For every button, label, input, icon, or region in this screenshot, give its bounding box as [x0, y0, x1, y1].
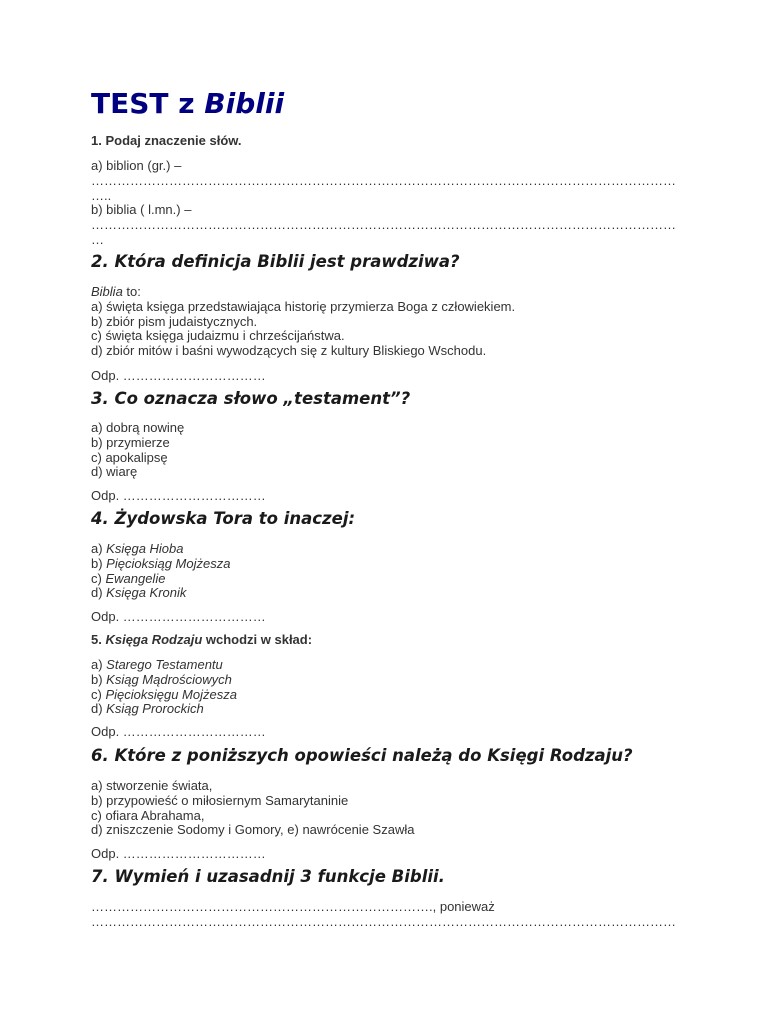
q6-option-b: b) przypowieść o miłosiernym Samarytaninie	[91, 792, 349, 808]
q6-answer-line	[91, 847, 676, 862]
question-5	[91, 633, 676, 648]
question-2	[91, 252, 676, 271]
q1-b-tail: …	[91, 231, 104, 247]
q3-answer: Odp. ……………………………	[91, 488, 266, 503]
question-5-options	[91, 658, 676, 717]
q4-option-a-text: Księga Hioba	[106, 541, 184, 556]
q4-option-b-prefix: b)	[91, 555, 107, 571]
q4-option-b-text: Pięcioksiąg Mojżesza	[106, 555, 231, 571]
q2-answer: Odp. ……………………………	[91, 368, 266, 383]
q5-option-a	[91, 658, 676, 673]
question-6-heading: 6. Które z poniższych opowieści należą do Księgi Rodzaju?	[91, 746, 633, 765]
q5-option-c	[91, 688, 676, 703]
q1-b-label: b) biblia ( l.mn.) –	[91, 202, 192, 218]
q2-intro-rest: to:	[122, 284, 141, 299]
document-title	[91, 86, 284, 122]
question-7-answer	[91, 900, 676, 930]
q5-answer: Odp. ……………………………	[91, 724, 266, 739]
q2-answer-line	[91, 369, 676, 384]
q2-option-a: a) święta księga przedstawiająca historię przymierza Boga z człowiekiem.	[91, 298, 516, 314]
q5-option-a-prefix: a)	[91, 657, 107, 672]
question-6-options	[91, 779, 676, 838]
question-6	[91, 746, 676, 765]
q5-option-b-text: Ksiąg Mądrościowych	[106, 671, 232, 687]
q4-option-d	[91, 586, 676, 601]
question-7	[91, 867, 676, 886]
q4-option-c-prefix: c)	[91, 570, 106, 586]
question-7-heading: 7. Wymień i uzasadnij 3 funkcje Biblii.	[91, 867, 445, 886]
q2-option-c: c) święta księga judaizmu i chrześcijaństwa.	[91, 328, 345, 344]
q4-option-d-prefix: d)	[91, 585, 107, 601]
q4-option-c-text: Ewangelie	[105, 570, 166, 586]
q1-a-label: a) biblion (gr.) –	[91, 158, 182, 173]
q7-line-1: ……………………………………………………………………., ponieważ	[91, 899, 495, 914]
q4-option-b	[91, 557, 676, 572]
q1-b-dots: ………………………………………………………………………………………………………………………	[91, 218, 676, 233]
q5-option-c-prefix: c)	[91, 686, 106, 702]
question-3-options	[91, 421, 676, 480]
title-italic: Biblii	[204, 87, 285, 120]
q3-answer-line	[91, 489, 676, 504]
q2-intro	[91, 285, 676, 300]
q5-option-c-text: Pięcioksięgu Mojżesza	[105, 686, 237, 702]
question-2-options	[91, 285, 676, 359]
q5-option-b	[91, 673, 676, 688]
q3-option-d: d) wiarę	[91, 464, 138, 480]
question-1-answers	[91, 159, 676, 248]
q4-answer-line	[91, 610, 676, 625]
q5-heading-italic: Księga Rodzaju	[105, 632, 203, 647]
q3-option-b: b) przymierze	[91, 434, 170, 450]
q5-option-b-prefix: b)	[91, 671, 107, 687]
q6-answer: Odp. ……………………………	[91, 846, 266, 861]
q6-option-c: c) ofiara Abrahama,	[91, 807, 205, 823]
title-main: TEST z	[91, 87, 195, 120]
question-4-heading: 4. Żydowska Tora to inaczej:	[91, 509, 356, 528]
q4-answer: Odp. ……………………………	[91, 609, 266, 624]
q5-answer-line	[91, 725, 676, 740]
q5-option-d-text: Ksiąg Prorockich	[106, 701, 204, 717]
question-1-heading: 1. Podaj znaczenie słów.	[91, 133, 242, 148]
question-5-heading	[91, 633, 676, 648]
question-3	[91, 389, 676, 408]
q4-option-a-prefix: a)	[91, 541, 107, 556]
q4-option-c	[91, 572, 676, 587]
q5-heading-rest: wchodzi w skład:	[202, 632, 313, 647]
q2-option-b: b) zbiór pism judaistycznych.	[91, 313, 258, 329]
q5-option-d-prefix: d)	[91, 701, 107, 717]
q7-line-2: ………………………………………………………………………………………………………………………	[91, 914, 676, 929]
q4-option-d-text: Księga Kronik	[106, 585, 187, 601]
q5-heading-num: 5.	[91, 632, 106, 647]
q6-option-d: d) zniszczenie Sodomy i Gomory, e) nawrócenie Szawła	[91, 822, 415, 838]
q3-option-a: a) dobrą nowinę	[91, 420, 185, 435]
question-4	[91, 509, 676, 528]
q6-option-a: a) stworzenie świata,	[91, 778, 213, 793]
q5-option-a-text: Starego Testamentu	[106, 657, 223, 672]
q2-option-d: d) zbiór mitów i baśni wywodzących się z kultury Bliskiego Wschodu.	[91, 343, 487, 359]
q1-a-dots: ………………………………………………………………………………………………………………………	[91, 173, 676, 188]
question-2-heading: 2. Która definicja Biblii jest prawdziwa?	[91, 252, 460, 271]
q2-intro-italic: Biblia	[91, 284, 123, 299]
q4-option-a	[91, 542, 676, 557]
question-4-options	[91, 542, 676, 601]
q1-a-tail: …..	[91, 187, 112, 203]
question-1	[91, 134, 676, 149]
question-3-heading: 3. Co oznacza słowo „testament”?	[91, 389, 411, 408]
q5-option-d	[91, 702, 676, 717]
q3-option-c: c) apokalipsę	[91, 449, 168, 465]
